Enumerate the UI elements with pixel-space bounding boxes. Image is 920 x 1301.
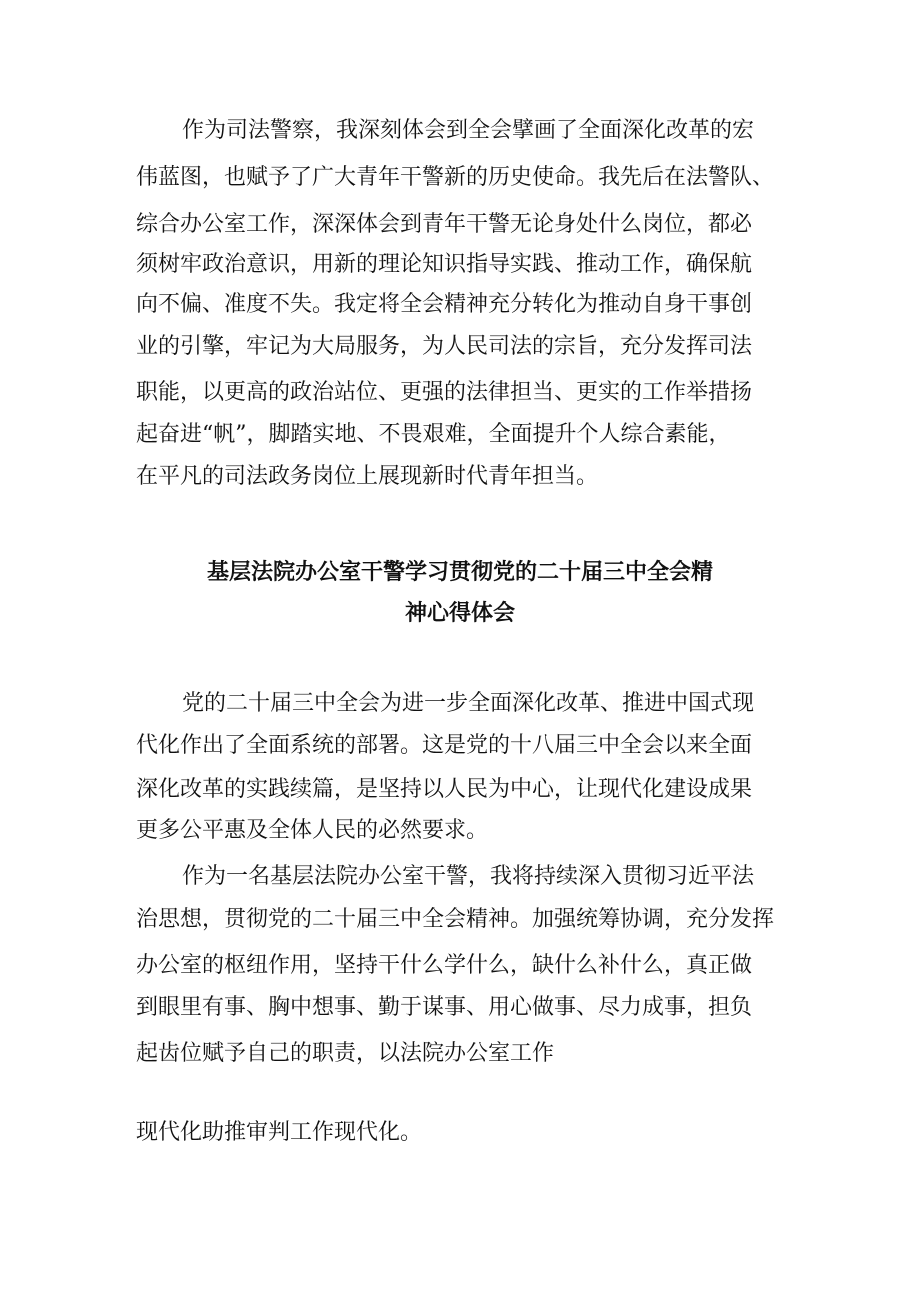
paragraph-line: 伟蓝图，也赋予了广大青年干警新的历史使命。我先后在法警队、 [136, 165, 775, 190]
paragraph-line: 办公室的枢纽作用，坚持干什么学什么，缺什么补什么，真正做 [136, 953, 753, 978]
paragraph-line: 深化改革的实践续篇，是坚持以人民为中心，让现代化建设成果 [136, 777, 753, 802]
paragraph-line: 起奋进“帆”，脚踏实地、不畏艰难，全面提升个人综合素能， [136, 422, 731, 447]
paragraph-line: 起齿位赋予自己的职责，以法院办公室工作 [136, 1041, 555, 1066]
paragraph-line: 治思想，贯彻党的二十届三中全会精神。加强统筹协调，充分发挥 [136, 907, 775, 932]
paragraph-line: 在平凡的司法政务岗位上展现新时代青年担当。 [136, 464, 599, 489]
paragraph-line: 须树牢政治意识，用新的理论知识指导实践、推动工作，确保航 [136, 252, 753, 277]
paragraph-line: 更多公平惠及全体人民的必然要求。 [136, 818, 489, 843]
paragraph-line: 作为一名基层法院办公室干警，我将持续深入贯彻习近平法 [182, 864, 755, 889]
paragraph-line: 现代化助推审判工作现代化。 [136, 1120, 423, 1145]
paragraph-line: 业的引擎，牢记为大局服务，为人民司法的宗旨，充分发挥司法 [136, 334, 753, 359]
paragraph-line: 综合办公室工作，深深体会到青年干警无论身处什么岗位，都必 [136, 212, 753, 237]
article-title-line: 基层法院办公室干警学习贯彻党的二十届三中全会精 [206, 559, 713, 585]
paragraph-line: 党的二十届三中全会为进一步全面深化改革、推进中国式现 [182, 691, 755, 716]
paragraph-line: 代化作出了全面系统的部署。这是党的十八届三中全会以来全面 [136, 733, 753, 758]
paragraph-line: 到眼里有事、胸中想事、勤于谋事、用心做事、尽力成事，担负 [136, 995, 753, 1020]
paragraph-line: 职能，以更高的政治站位、更强的法律担当、更实的工作举措扬 [136, 380, 753, 405]
paragraph-line: 作为司法警察，我深刻体会到全会擘画了全面深化改革的宏 [182, 118, 755, 143]
article-title-line: 神心得体会 [404, 600, 515, 626]
paragraph-line: 向不偏、准度不失。我定将全会精神充分转化为推动自身干事创 [136, 292, 753, 317]
